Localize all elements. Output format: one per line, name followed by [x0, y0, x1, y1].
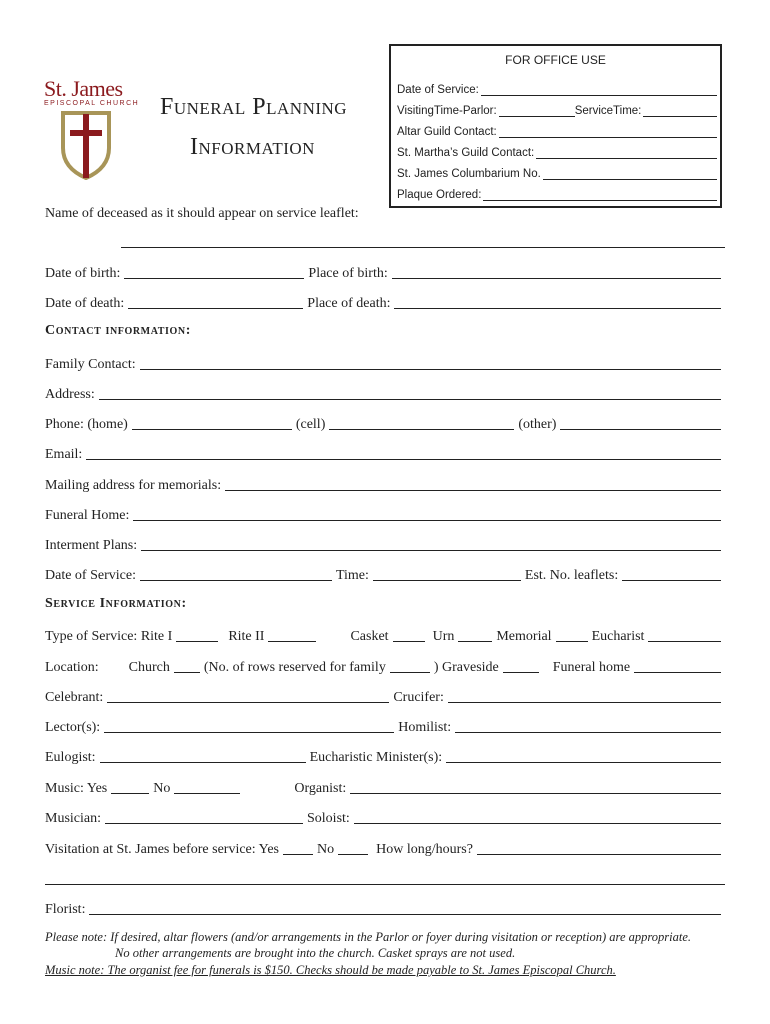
address-label: Address: — [45, 387, 95, 402]
memorial-label: Memorial — [496, 629, 552, 644]
office-plaque-field[interactable] — [483, 188, 717, 201]
deceased-name-label: Name of deceased as it should appear on service leaflet: — [45, 206, 359, 221]
please-note-line1: Please note: If desired, altar flowers (and/or arrangements in the Parlor or foyer during visitation or reception) are appropriate. — [45, 930, 692, 944]
email-row — [45, 443, 725, 463]
eulogist-row — [45, 746, 725, 766]
rows-reserved-label: (No. of rows reserved for family — [203, 660, 386, 675]
graveside-label: ) Graveside — [433, 660, 499, 675]
rite-i-label: Type of Service: Rite I — [45, 629, 173, 644]
visitation-yes-label: Visitation at St. James before service: Yes — [45, 842, 280, 857]
musician-row — [45, 807, 725, 827]
date-of-death-field[interactable] — [128, 294, 303, 309]
interment-label: Interment Plans: — [45, 538, 138, 553]
email-label: Email: — [45, 447, 83, 462]
office-date-of-service-row — [397, 80, 717, 96]
location-row — [45, 656, 725, 676]
est-leaflets-label: Est. No. leaflets: — [524, 568, 619, 583]
funeral-home-row — [45, 504, 725, 524]
office-visiting-time-label: VisitingTime-Parlor: — [397, 105, 497, 117]
phone-home-field[interactable] — [132, 415, 292, 430]
office-plaque-row — [397, 185, 717, 201]
soloist-label: Soloist: — [307, 811, 350, 826]
service-date-label: Date of Service: — [45, 568, 136, 583]
office-altar-guild-row — [397, 122, 717, 138]
interment-row — [45, 534, 725, 554]
address-row — [45, 383, 725, 403]
graveside-field[interactable] — [503, 658, 539, 673]
office-date-of-service-label: Date of Service: — [397, 84, 479, 96]
contact-info-heading: Contact information: — [45, 323, 192, 338]
celebrant-label: Celebrant: — [45, 690, 104, 705]
extra-line-field[interactable] — [45, 883, 725, 885]
music-no-field[interactable] — [174, 779, 240, 794]
music-row — [45, 777, 725, 797]
funeral-home-location-field[interactable] — [634, 658, 721, 673]
church-logo-name: St. James — [44, 76, 123, 101]
address-field[interactable] — [99, 385, 721, 400]
office-visiting-row — [397, 101, 717, 117]
celebrant-row — [45, 686, 725, 706]
deceased-name-field[interactable] — [121, 247, 725, 248]
rite-i-field[interactable] — [176, 627, 218, 642]
lector-row — [45, 716, 725, 736]
service-date-field[interactable] — [140, 566, 332, 581]
est-leaflets-field[interactable] — [622, 566, 721, 581]
organist-label: Organist: — [294, 781, 347, 796]
mailing-memorials-field[interactable] — [225, 476, 721, 491]
florist-field[interactable] — [89, 900, 721, 915]
eulogist-label: Eulogist: — [45, 750, 96, 765]
shield-cross-icon — [60, 110, 112, 180]
office-st-martha-label: St. Martha’s Guild Contact: — [397, 147, 535, 159]
family-contact-field[interactable] — [140, 355, 721, 370]
interment-field[interactable] — [141, 536, 721, 551]
office-date-of-service-field[interactable] — [481, 83, 717, 96]
date-of-birth-field[interactable] — [124, 264, 304, 279]
music-yes-field[interactable] — [111, 779, 149, 794]
funeral-home-location-label: Funeral home — [552, 660, 631, 675]
office-columbarium-label: St. James Columbarium No. — [397, 168, 541, 180]
death-row — [45, 292, 725, 312]
office-plaque-label: Plaque Ordered: — [397, 189, 482, 201]
form-title-line1: Funeral Planning — [160, 94, 348, 120]
casket-field[interactable] — [393, 627, 425, 642]
service-time-field[interactable] — [373, 566, 521, 581]
rite-ii-label: Rite II — [228, 629, 265, 644]
visitation-no-label: No — [317, 842, 335, 857]
organist-field[interactable] — [350, 779, 721, 794]
urn-field[interactable] — [458, 627, 492, 642]
visitation-no-field[interactable] — [338, 840, 368, 855]
type-of-service-row — [45, 625, 725, 645]
phone-home-label: Phone: (home) — [45, 417, 128, 432]
how-long-field[interactable] — [477, 840, 721, 855]
phone-row — [45, 413, 725, 433]
office-columbarium-row — [397, 164, 717, 180]
crucifer-field[interactable] — [448, 688, 721, 703]
office-columbarium-field[interactable] — [543, 167, 717, 180]
celebrant-field[interactable] — [107, 688, 389, 703]
service-info-heading: Service Information: — [45, 596, 187, 611]
eucharistic-ministers-field[interactable] — [446, 748, 721, 763]
office-st-martha-row — [397, 143, 717, 159]
mailing-memorials-row — [45, 474, 725, 494]
lectors-label: Lector(s): — [45, 720, 101, 735]
music-note: Music note: The organist fee for funerals is $150. Checks should be made payable to St. James Episcopal Church. — [45, 963, 616, 977]
office-st-martha-field[interactable] — [536, 146, 717, 159]
phone-other-label: (other) — [518, 417, 557, 432]
service-time-label: Time: — [335, 568, 369, 583]
casket-label: Casket — [350, 629, 389, 644]
crucifer-label: Crucifer: — [393, 690, 444, 705]
rite-ii-field[interactable] — [268, 627, 316, 642]
phone-cell-label: (cell) — [295, 417, 326, 432]
office-use-title: FOR OFFICE USE — [505, 53, 606, 67]
eucharist-label: Eucharist — [591, 629, 645, 644]
eulogist-field[interactable] — [100, 748, 306, 763]
memorial-field[interactable] — [556, 627, 588, 642]
music-yes-label: Music: Yes — [45, 781, 108, 796]
form-title-line2: Information — [190, 134, 315, 160]
rows-reserved-field[interactable] — [390, 658, 430, 673]
phone-cell-field[interactable] — [329, 415, 514, 430]
birth-row — [45, 262, 725, 282]
date-of-death-label: Date of death: — [45, 296, 125, 311]
church-label: Church — [128, 660, 170, 675]
church-logo-subtitle: EPISCOPAL CHURCH — [44, 100, 140, 107]
place-of-death-label: Place of death: — [307, 296, 391, 311]
office-visiting-time-field[interactable] — [499, 104, 575, 117]
music-no-label: No — [153, 781, 171, 796]
office-altar-guild-label: Altar Guild Contact: — [397, 126, 497, 138]
visitation-row — [45, 838, 725, 858]
mailing-memorials-label: Mailing address for memorials: — [45, 478, 222, 493]
office-service-time-field[interactable] — [643, 104, 717, 117]
eucharist-field[interactable] — [648, 627, 721, 642]
family-contact-row — [45, 353, 725, 373]
homilist-field[interactable] — [455, 718, 721, 733]
lectors-field[interactable] — [104, 718, 394, 733]
service-date-row — [45, 564, 725, 584]
urn-label: Urn — [432, 629, 455, 644]
please-note-line2: No other arrangements are brought into the church. Casket sprays are not used. — [115, 946, 516, 960]
visitation-yes-field[interactable] — [283, 840, 313, 855]
deceased-name-row — [45, 202, 725, 222]
florist-label: Florist: — [45, 902, 86, 917]
how-long-label: How long/hours? — [376, 842, 473, 857]
musician-label: Musician: — [45, 811, 101, 826]
office-service-time-label: ServiceTime: — [574, 105, 642, 117]
funeral-home-label: Funeral Home: — [45, 508, 130, 523]
place-of-birth-label: Place of birth: — [308, 266, 388, 281]
church-field[interactable] — [174, 658, 200, 673]
location-label: Location: — [45, 660, 99, 675]
funeral-home-field[interactable] — [133, 506, 721, 521]
florist-row — [45, 898, 725, 918]
soloist-field[interactable] — [354, 809, 721, 824]
office-altar-guild-field[interactable] — [499, 125, 717, 138]
place-of-birth-field[interactable] — [392, 264, 721, 279]
date-of-birth-label: Date of birth: — [45, 266, 121, 281]
family-contact-label: Family Contact: — [45, 357, 136, 372]
phone-other-field[interactable] — [560, 415, 721, 430]
musician-field[interactable] — [105, 809, 303, 824]
homilist-label: Homilist: — [398, 720, 452, 735]
email-field[interactable] — [86, 445, 721, 460]
place-of-death-field[interactable] — [394, 294, 721, 309]
eucharistic-ministers-label: Eucharistic Minister(s): — [309, 750, 443, 765]
